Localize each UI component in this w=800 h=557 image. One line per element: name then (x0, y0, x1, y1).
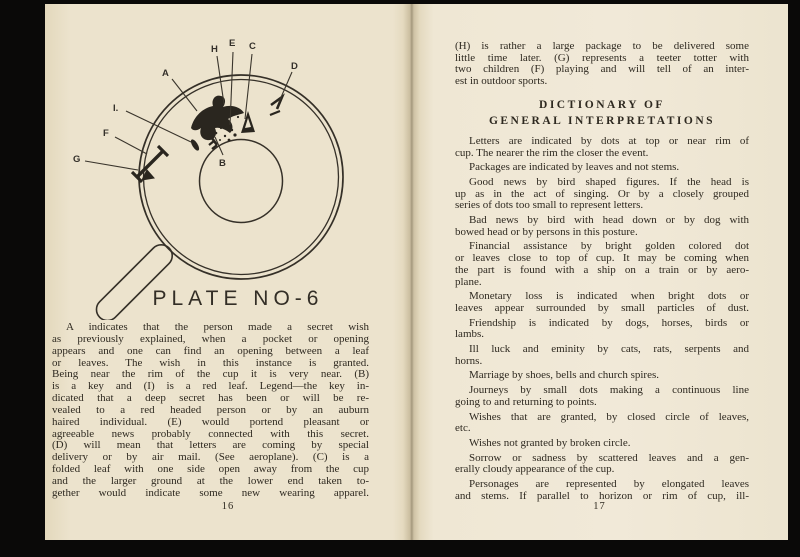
teacup-diagram (45, 4, 411, 320)
text-line: Financial assistance by bright golden colored dot (469, 240, 749, 253)
text-line: Letters are indicated by dots at top or near rim of (469, 134, 749, 147)
label-f: F (103, 128, 109, 139)
label-h: H (211, 44, 218, 55)
paragraph (455, 241, 749, 288)
text-line: little time later. (G) represents a teeter totter with (455, 51, 749, 64)
text-line: est in outdoor sports. (455, 75, 548, 88)
right-page-text (455, 41, 749, 503)
text-line: series of dots too small to represent letters. (455, 199, 644, 212)
leader-line-f (115, 137, 147, 154)
text-line: vealed to a red headed person or by an auburn (52, 403, 369, 416)
page-number-left: 16 (221, 501, 235, 512)
text-line: folded leaf with one side open away from the cup (52, 463, 369, 476)
paragraph (455, 162, 749, 174)
paragraph (455, 344, 749, 367)
leader-line-g (85, 161, 138, 170)
paragraph (455, 215, 749, 238)
heading-line: DICTIONARY OF (539, 98, 665, 111)
right-page (411, 4, 788, 540)
paragraph (455, 370, 749, 382)
text-line: haired individual. (E) would portend pleasant or (52, 415, 369, 428)
label-g: G (73, 154, 81, 165)
text-line: dicated that a deep secret has been or will be re- (52, 392, 369, 405)
text-line: cup. The nearer the rim the closer the event. (455, 146, 649, 159)
text-line: Wishes that are granted, by closed circle of leaves, (469, 410, 749, 423)
paragraph (455, 385, 749, 408)
paragraph (455, 479, 749, 502)
paragraph (455, 412, 749, 435)
text-line: leaves appear surrounded by small particles of dust. (455, 301, 749, 314)
text-line: Good news by bird shaped figures. If the head is (469, 175, 749, 188)
text-line: Journeys by small dots making a continuous line (469, 384, 749, 397)
text-line: the part is found with a ship on a train or by aero- (455, 263, 749, 276)
label-d: D (291, 61, 298, 72)
text-line: etc. (455, 422, 471, 435)
text-line: or leaves close to top of cup. It may be coming when (455, 252, 749, 265)
text-line: bowed head or by persons in this posture. (455, 225, 638, 238)
text-line: Being near the rim of the cup it is very near. (B) (52, 368, 369, 381)
leader-line-c (245, 54, 252, 119)
left-page (45, 4, 411, 540)
text-line: and stems. If parallel to horizon or rim of cup, ill- (455, 489, 749, 502)
label-c: C (249, 41, 256, 52)
text-line: horns. (455, 354, 483, 367)
paragraph (455, 136, 749, 159)
speck (232, 110, 235, 113)
text-line: Personages are represented by elongated leaves (469, 478, 749, 491)
text-line: as previously explained, when a pocket or opening (52, 332, 369, 345)
text-line: Monetary loss is indicated when bright dots or (469, 290, 749, 303)
leader-line-a (172, 79, 197, 111)
cup-inner-rim (144, 80, 339, 275)
text-line: and the larger ground at the lower end taken to- (52, 474, 369, 487)
text-line: Sorrow or sadness by scattered leaves and a gen- (469, 451, 749, 464)
intro-paragraph (455, 41, 749, 88)
text-line: delivery or by air mail. (See aeroplane). (C) is a (52, 451, 369, 464)
heading-line: GENERAL INTERPRETATIONS (488, 114, 716, 127)
label-b: B (219, 158, 226, 169)
text-line: erally cloudy appearance of the cup. (455, 463, 615, 476)
text-line: (D) will mean that letters are coming by special (52, 439, 369, 452)
text-line: Packages are indicated by leaves and not stems. (469, 161, 680, 174)
left-page-paragraph (52, 322, 369, 500)
text-line: Friendship is indicated by dogs, horses, birds or (469, 316, 749, 329)
text-line: A indicates that the person made a secret wish (66, 321, 369, 333)
teeter-totter-figure (132, 146, 168, 182)
text-line: appears and one can find an opening between a leaf (52, 344, 369, 357)
text-line: gether would indicate some new wearing apparel. (52, 486, 369, 499)
text-line: agreeable news probably connected with this secret. (52, 427, 369, 440)
text-line: is a key and (I) is a red leaf. Legend—the key in- (52, 380, 369, 393)
paragraph (455, 453, 749, 476)
text-line: Bad news by bird with head down or by dog with (469, 214, 749, 227)
paragraph (455, 318, 749, 341)
label-e: E (229, 38, 236, 49)
paragraph (455, 438, 749, 450)
speck (237, 116, 239, 118)
text-line: up as in the act of singing. Or by a closely grouped (455, 187, 749, 200)
text-line: two children (F) playing and will tell of an inter- (455, 63, 749, 76)
section-heading (455, 97, 749, 129)
label-a: A (162, 68, 169, 79)
text-line: plane. (455, 275, 482, 288)
page-number-right: 17 (593, 501, 606, 512)
text-line: Wishes not granted by broken circle. (469, 436, 631, 449)
text-line: going to and returning to points. (455, 395, 597, 408)
text-line: (H) is rather a large package to be delivered some (455, 40, 749, 52)
text-line: Marriage by shoes, bells and church spires. (469, 369, 660, 382)
cup-bottom-circle (200, 140, 283, 223)
label-i: I. (113, 103, 119, 114)
paragraph (455, 291, 749, 314)
text-line: Ill luck and eminity by cats, rats, serpents and (469, 343, 749, 356)
leaf-figure (189, 138, 200, 152)
plate-caption: PLATE NO-6 (152, 287, 324, 310)
text-line: lambs. (455, 328, 485, 341)
paragraph (455, 177, 749, 212)
page-gutter-shadow (403, 4, 420, 540)
text-line: or leaves. The wish in this instance is granted. (52, 356, 369, 369)
